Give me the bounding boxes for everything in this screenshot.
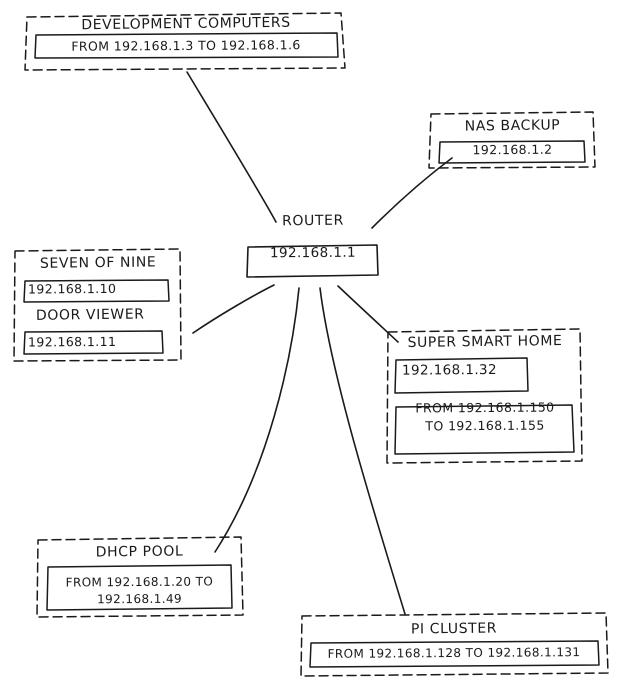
node-title-dhcp-pool: DHCP POOL <box>95 543 184 561</box>
node-title-pi-cluster: PI CLUSTER <box>410 620 498 638</box>
node-range-super-smart-home: FROM 192.168.1.150 TO 192.168.1.155 <box>415 399 555 434</box>
node-ip-super-smart-home: 192.168.1.32 <box>401 361 498 379</box>
node-ip-nas-backup: 192.168.1.2 <box>472 141 553 158</box>
node-door-viewer <box>22 307 172 349</box>
node-range-dhcp-pool: FROM 192.168.1.20 TO 192.168.1.49 <box>65 574 214 607</box>
node-ip-development-computers: FROM 192.168.1.3 TO 192.168.1.6 <box>71 37 301 54</box>
node-title-nas-backup: NAS BACKUP <box>464 117 561 135</box>
node-super-smart-home <box>388 330 582 435</box>
node-seven-of-nine <box>22 255 174 296</box>
node-ip-seven-of-nine: 192.168.1.10 <box>27 280 117 297</box>
node-pi-cluster <box>302 615 606 660</box>
node-ip-router: 192.168.1.1 <box>269 244 357 262</box>
node-title-seven-of-nine: SEVEN OF NINE <box>39 254 157 272</box>
node-title-development-computers: DEVELOPMENT COMPUTERS <box>81 14 291 34</box>
node-ip-door-viewer: 192.168.1.11 <box>27 333 117 350</box>
node-router <box>247 213 379 261</box>
node-title-super-smart-home: SUPER SMART HOME <box>407 333 563 351</box>
node-title-router: ROUTER <box>282 212 344 230</box>
node-range-pi-cluster: FROM 192.168.1.128 TO 192.168.1.131 <box>327 645 581 661</box>
node-dhcp-pool <box>38 539 241 609</box>
node-nas-backup <box>431 112 594 157</box>
node-title-door-viewer: DOOR VIEWER <box>35 306 145 324</box>
node-development-computers <box>27 14 345 53</box>
